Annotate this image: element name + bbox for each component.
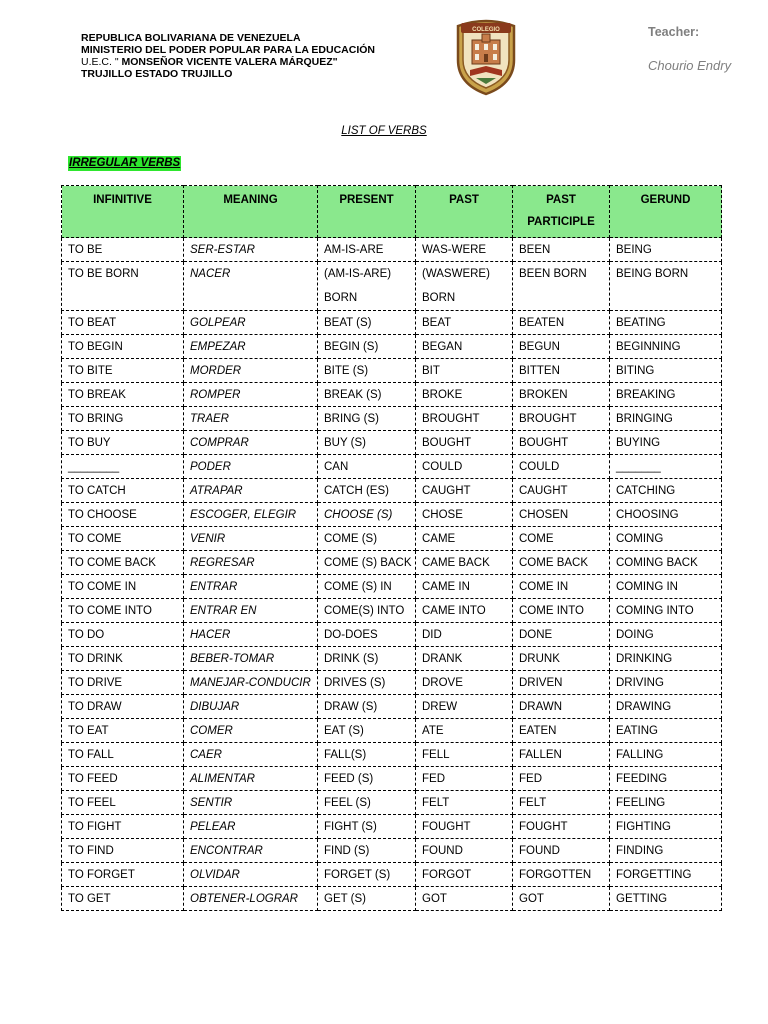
cell-gerund: GETTING — [610, 887, 722, 911]
cell-past: (WASWERE) BORN — [416, 262, 513, 311]
table-row — [62, 359, 722, 383]
cell-present: GET (S) — [318, 887, 416, 911]
table-row — [62, 863, 722, 887]
table-row — [62, 407, 722, 431]
cell-gerund: EATING — [610, 719, 722, 743]
cell-meaning: OBTENER-LOGRAR — [184, 887, 318, 911]
table-row — [62, 335, 722, 359]
cell-past-participle: CAUGHT — [513, 479, 610, 503]
cell-present: AM-IS-ARE — [318, 238, 416, 262]
cell-meaning: ENTRAR — [184, 575, 318, 599]
column-header-gerund: GERUND — [610, 186, 722, 238]
cell-present: FEED (S) — [318, 767, 416, 791]
cell-gerund: FIGHTING — [610, 815, 722, 839]
table-row — [62, 262, 722, 311]
cell-past-participle: GOT — [513, 887, 610, 911]
cell-gerund: DRAWING — [610, 695, 722, 719]
cell-past: BROUGHT — [416, 407, 513, 431]
cell-gerund: FEEDING — [610, 767, 722, 791]
cell-past: FOUGHT — [416, 815, 513, 839]
cell-gerund: COMING — [610, 527, 722, 551]
cell-past: BEAT — [416, 311, 513, 335]
cell-present: BEAT (S) — [318, 311, 416, 335]
cell-past-participle: FELT — [513, 791, 610, 815]
cell-past: CAME — [416, 527, 513, 551]
table-row — [62, 383, 722, 407]
cell-meaning: ESCOGER, ELEGIR — [184, 503, 318, 527]
cell-gerund: CHOOSING — [610, 503, 722, 527]
cell-past-participle: CHOSEN — [513, 503, 610, 527]
column-header-present: PRESENT — [318, 186, 416, 238]
cell-past: FED — [416, 767, 513, 791]
cell-present: CHOOSE (S) — [318, 503, 416, 527]
institution-line-3: TRUJILLO ESTADO TRUJILLO — [81, 68, 233, 80]
cell-past-participle: DONE — [513, 623, 610, 647]
institution-header — [81, 32, 375, 80]
cell-past-participle: BEATEN — [513, 311, 610, 335]
table-row — [62, 455, 722, 479]
table-header-row — [62, 186, 722, 238]
cell-present: DO-DOES — [318, 623, 416, 647]
cell-infinitive: TO GET — [62, 887, 184, 911]
cell-infinitive: TO DRINK — [62, 647, 184, 671]
cell-present: COME (S) BACK — [318, 551, 416, 575]
cell-past: FELT — [416, 791, 513, 815]
table-row — [62, 311, 722, 335]
cell-present: CAN — [318, 455, 416, 479]
cell-present: BUY (S) — [318, 431, 416, 455]
cell-infinitive: TO DRAW — [62, 695, 184, 719]
cell-past-participle: COME — [513, 527, 610, 551]
cell-meaning: NACER — [184, 262, 318, 311]
cell-past-participle: FALLEN — [513, 743, 610, 767]
cell-meaning: MORDER — [184, 359, 318, 383]
table-row — [62, 815, 722, 839]
cell-meaning: PODER — [184, 455, 318, 479]
cell-infinitive: TO BE — [62, 238, 184, 262]
cell-gerund: DRINKING — [610, 647, 722, 671]
cell-infinitive: TO COME BACK — [62, 551, 184, 575]
cell-infinitive: TO CHOOSE — [62, 503, 184, 527]
cell-gerund: FALLING — [610, 743, 722, 767]
cell-past-participle: BEGUN — [513, 335, 610, 359]
institution-line-1: REPUBLICA BOLIVARIANA DE VENEZUELA — [81, 32, 301, 44]
cell-infinitive: TO COME — [62, 527, 184, 551]
school-crest-logo — [452, 16, 520, 96]
cell-meaning: OLVIDAR — [184, 863, 318, 887]
cell-present: CATCH (ES) — [318, 479, 416, 503]
cell-gerund: COMING INTO — [610, 599, 722, 623]
table-row — [62, 527, 722, 551]
cell-gerund: BEING — [610, 238, 722, 262]
cell-past: CAUGHT — [416, 479, 513, 503]
cell-meaning: GOLPEAR — [184, 311, 318, 335]
cell-meaning: CAER — [184, 743, 318, 767]
cell-past: COULD — [416, 455, 513, 479]
cell-past-participle: BEEN BORN — [513, 262, 610, 311]
cell-past-participle: DRIVEN — [513, 671, 610, 695]
cell-present: (AM-IS-ARE) BORN — [318, 262, 416, 311]
cell-infinitive: TO FIGHT — [62, 815, 184, 839]
cell-meaning: TRAER — [184, 407, 318, 431]
cell-infinitive: TO FEEL — [62, 791, 184, 815]
cell-past-participle: DRAWN — [513, 695, 610, 719]
table-row — [62, 479, 722, 503]
teacher-label: Teacher: — [648, 25, 700, 39]
table-row — [62, 551, 722, 575]
teacher-name: Chourio Endry — [648, 58, 732, 73]
cell-gerund: FINDING — [610, 839, 722, 863]
cell-meaning: BEBER-TOMAR — [184, 647, 318, 671]
cell-past: BOUGHT — [416, 431, 513, 455]
cell-gerund: _______ — [610, 455, 722, 479]
cell-past: GOT — [416, 887, 513, 911]
cell-gerund: BEATING — [610, 311, 722, 335]
cell-present: DRINK (S) — [318, 647, 416, 671]
cell-infinitive: TO EAT — [62, 719, 184, 743]
cell-meaning: ENCONTRAR — [184, 839, 318, 863]
cell-meaning: COMPRAR — [184, 431, 318, 455]
cell-present: FALL(S) — [318, 743, 416, 767]
cell-gerund: FEELING — [610, 791, 722, 815]
cell-meaning: ALIMENTAR — [184, 767, 318, 791]
table-row — [62, 695, 722, 719]
cell-past-participle: DRUNK — [513, 647, 610, 671]
school-name: MONSEÑOR VICENTE VALERA MÁRQUEZ" — [118, 56, 338, 68]
table-row — [62, 575, 722, 599]
cell-past: CHOSE — [416, 503, 513, 527]
cell-past: DID — [416, 623, 513, 647]
verbs-table — [61, 185, 722, 911]
cell-present: BREAK (S) — [318, 383, 416, 407]
cell-past-participle: COME BACK — [513, 551, 610, 575]
cell-present: BITE (S) — [318, 359, 416, 383]
cell-meaning: MANEJAR-CONDUCIR — [184, 671, 318, 695]
cell-meaning: REGRESAR — [184, 551, 318, 575]
cell-past: DREW — [416, 695, 513, 719]
cell-meaning: SER-ESTAR — [184, 238, 318, 262]
column-header-past: PAST — [416, 186, 513, 238]
cell-past-participle: FORGOTTEN — [513, 863, 610, 887]
cell-past-participle: EATEN — [513, 719, 610, 743]
cell-infinitive: TO BITE — [62, 359, 184, 383]
cell-gerund: DOING — [610, 623, 722, 647]
cell-past: BROKE — [416, 383, 513, 407]
cell-gerund: CATCHING — [610, 479, 722, 503]
cell-gerund: BUYING — [610, 431, 722, 455]
table-row — [62, 431, 722, 455]
cell-present: BEGIN (S) — [318, 335, 416, 359]
cell-past-participle: BITTEN — [513, 359, 610, 383]
cell-gerund: COMING IN — [610, 575, 722, 599]
table-row — [62, 887, 722, 911]
cell-present: COME (S) IN — [318, 575, 416, 599]
cell-infinitive: TO FALL — [62, 743, 184, 767]
cell-infinitive: TO BREAK — [62, 383, 184, 407]
cell-infinitive: TO BE BORN — [62, 262, 184, 311]
cell-gerund: COMING BACK — [610, 551, 722, 575]
cell-past: CAME BACK — [416, 551, 513, 575]
cell-past-participle: BEEN — [513, 238, 610, 262]
cell-past-participle: COME IN — [513, 575, 610, 599]
table-row — [62, 671, 722, 695]
column-header-past-participle: PAST PARTICIPLE — [513, 186, 610, 238]
verbs-table-body — [62, 238, 722, 911]
cell-past: CAME INTO — [416, 599, 513, 623]
table-row — [62, 839, 722, 863]
cell-present: COME(S) INTO — [318, 599, 416, 623]
cell-present: EAT (S) — [318, 719, 416, 743]
cell-meaning: PELEAR — [184, 815, 318, 839]
table-row — [62, 238, 722, 262]
cell-infinitive: TO DRIVE — [62, 671, 184, 695]
cell-past: CAME IN — [416, 575, 513, 599]
table-row — [62, 743, 722, 767]
cell-infinitive: TO FORGET — [62, 863, 184, 887]
table-row — [62, 503, 722, 527]
cell-present: BRING (S) — [318, 407, 416, 431]
cell-present: COME (S) — [318, 527, 416, 551]
cell-past-participle: FOUGHT — [513, 815, 610, 839]
cell-past-participle: FED — [513, 767, 610, 791]
cell-meaning: DIBUJAR — [184, 695, 318, 719]
cell-infinitive: TO FIND — [62, 839, 184, 863]
cell-past: BIT — [416, 359, 513, 383]
cell-infinitive: TO FEED — [62, 767, 184, 791]
cell-past: DRANK — [416, 647, 513, 671]
table-row — [62, 767, 722, 791]
cell-gerund: FORGETTING — [610, 863, 722, 887]
cell-infinitive: TO BRING — [62, 407, 184, 431]
cell-past-participle: FOUND — [513, 839, 610, 863]
column-header-meaning: MEANING — [184, 186, 318, 238]
institution-line-2: MINISTERIO DEL PODER POPULAR PARA LA EDUCACIÓN — [81, 44, 376, 56]
cell-infinitive: ________ — [62, 455, 184, 479]
cell-infinitive: TO COME IN — [62, 575, 184, 599]
cell-past: FORGOT — [416, 863, 513, 887]
cell-meaning: ATRAPAR — [184, 479, 318, 503]
cell-past-participle: COULD — [513, 455, 610, 479]
cell-past: FELL — [416, 743, 513, 767]
cell-infinitive: TO CATCH — [62, 479, 184, 503]
cell-past: WAS-WERE — [416, 238, 513, 262]
cell-meaning: SENTIR — [184, 791, 318, 815]
cell-past-participle: BOUGHT — [513, 431, 610, 455]
cell-meaning: ENTRAR EN — [184, 599, 318, 623]
cell-gerund: BITING — [610, 359, 722, 383]
column-header-infinitive: INFINITIVE — [62, 186, 184, 238]
cell-infinitive: TO DO — [62, 623, 184, 647]
cell-infinitive: TO BEGIN — [62, 335, 184, 359]
cell-present: FIND (S) — [318, 839, 416, 863]
cell-meaning: COMER — [184, 719, 318, 743]
table-row — [62, 599, 722, 623]
cell-past: BEGAN — [416, 335, 513, 359]
cell-past-participle: BROUGHT — [513, 407, 610, 431]
document-title: LIST OF VERBS — [341, 125, 427, 137]
cell-gerund: BRINGING — [610, 407, 722, 431]
cell-infinitive: TO BEAT — [62, 311, 184, 335]
cell-past-participle: COME INTO — [513, 599, 610, 623]
uec-prefix: U.E.C. " — [81, 56, 119, 68]
cell-past: FOUND — [416, 839, 513, 863]
cell-present: FEEL (S) — [318, 791, 416, 815]
cell-present: FORGET (S) — [318, 863, 416, 887]
cell-meaning: ROMPER — [184, 383, 318, 407]
logo-text: COLEGIO — [472, 27, 500, 33]
cell-present: DRAW (S) — [318, 695, 416, 719]
cell-gerund: DRIVING — [610, 671, 722, 695]
cell-past-participle: BROKEN — [513, 383, 610, 407]
school-name-line — [81, 56, 375, 68]
table-row — [62, 719, 722, 743]
cell-gerund: BEING BORN — [610, 262, 722, 311]
cell-past: DROVE — [416, 671, 513, 695]
cell-present: FIGHT (S) — [318, 815, 416, 839]
cell-gerund: BREAKING — [610, 383, 722, 407]
cell-meaning: HACER — [184, 623, 318, 647]
cell-meaning: VENIR — [184, 527, 318, 551]
cell-meaning: EMPEZAR — [184, 335, 318, 359]
cell-past: ATE — [416, 719, 513, 743]
cell-gerund: BEGINNING — [610, 335, 722, 359]
table-row — [62, 623, 722, 647]
cell-infinitive: TO BUY — [62, 431, 184, 455]
cell-infinitive: TO COME INTO — [62, 599, 184, 623]
cell-present: DRIVES (S) — [318, 671, 416, 695]
table-row — [62, 647, 722, 671]
table-row — [62, 791, 722, 815]
section-title: IRREGULAR VERBS — [69, 157, 181, 169]
